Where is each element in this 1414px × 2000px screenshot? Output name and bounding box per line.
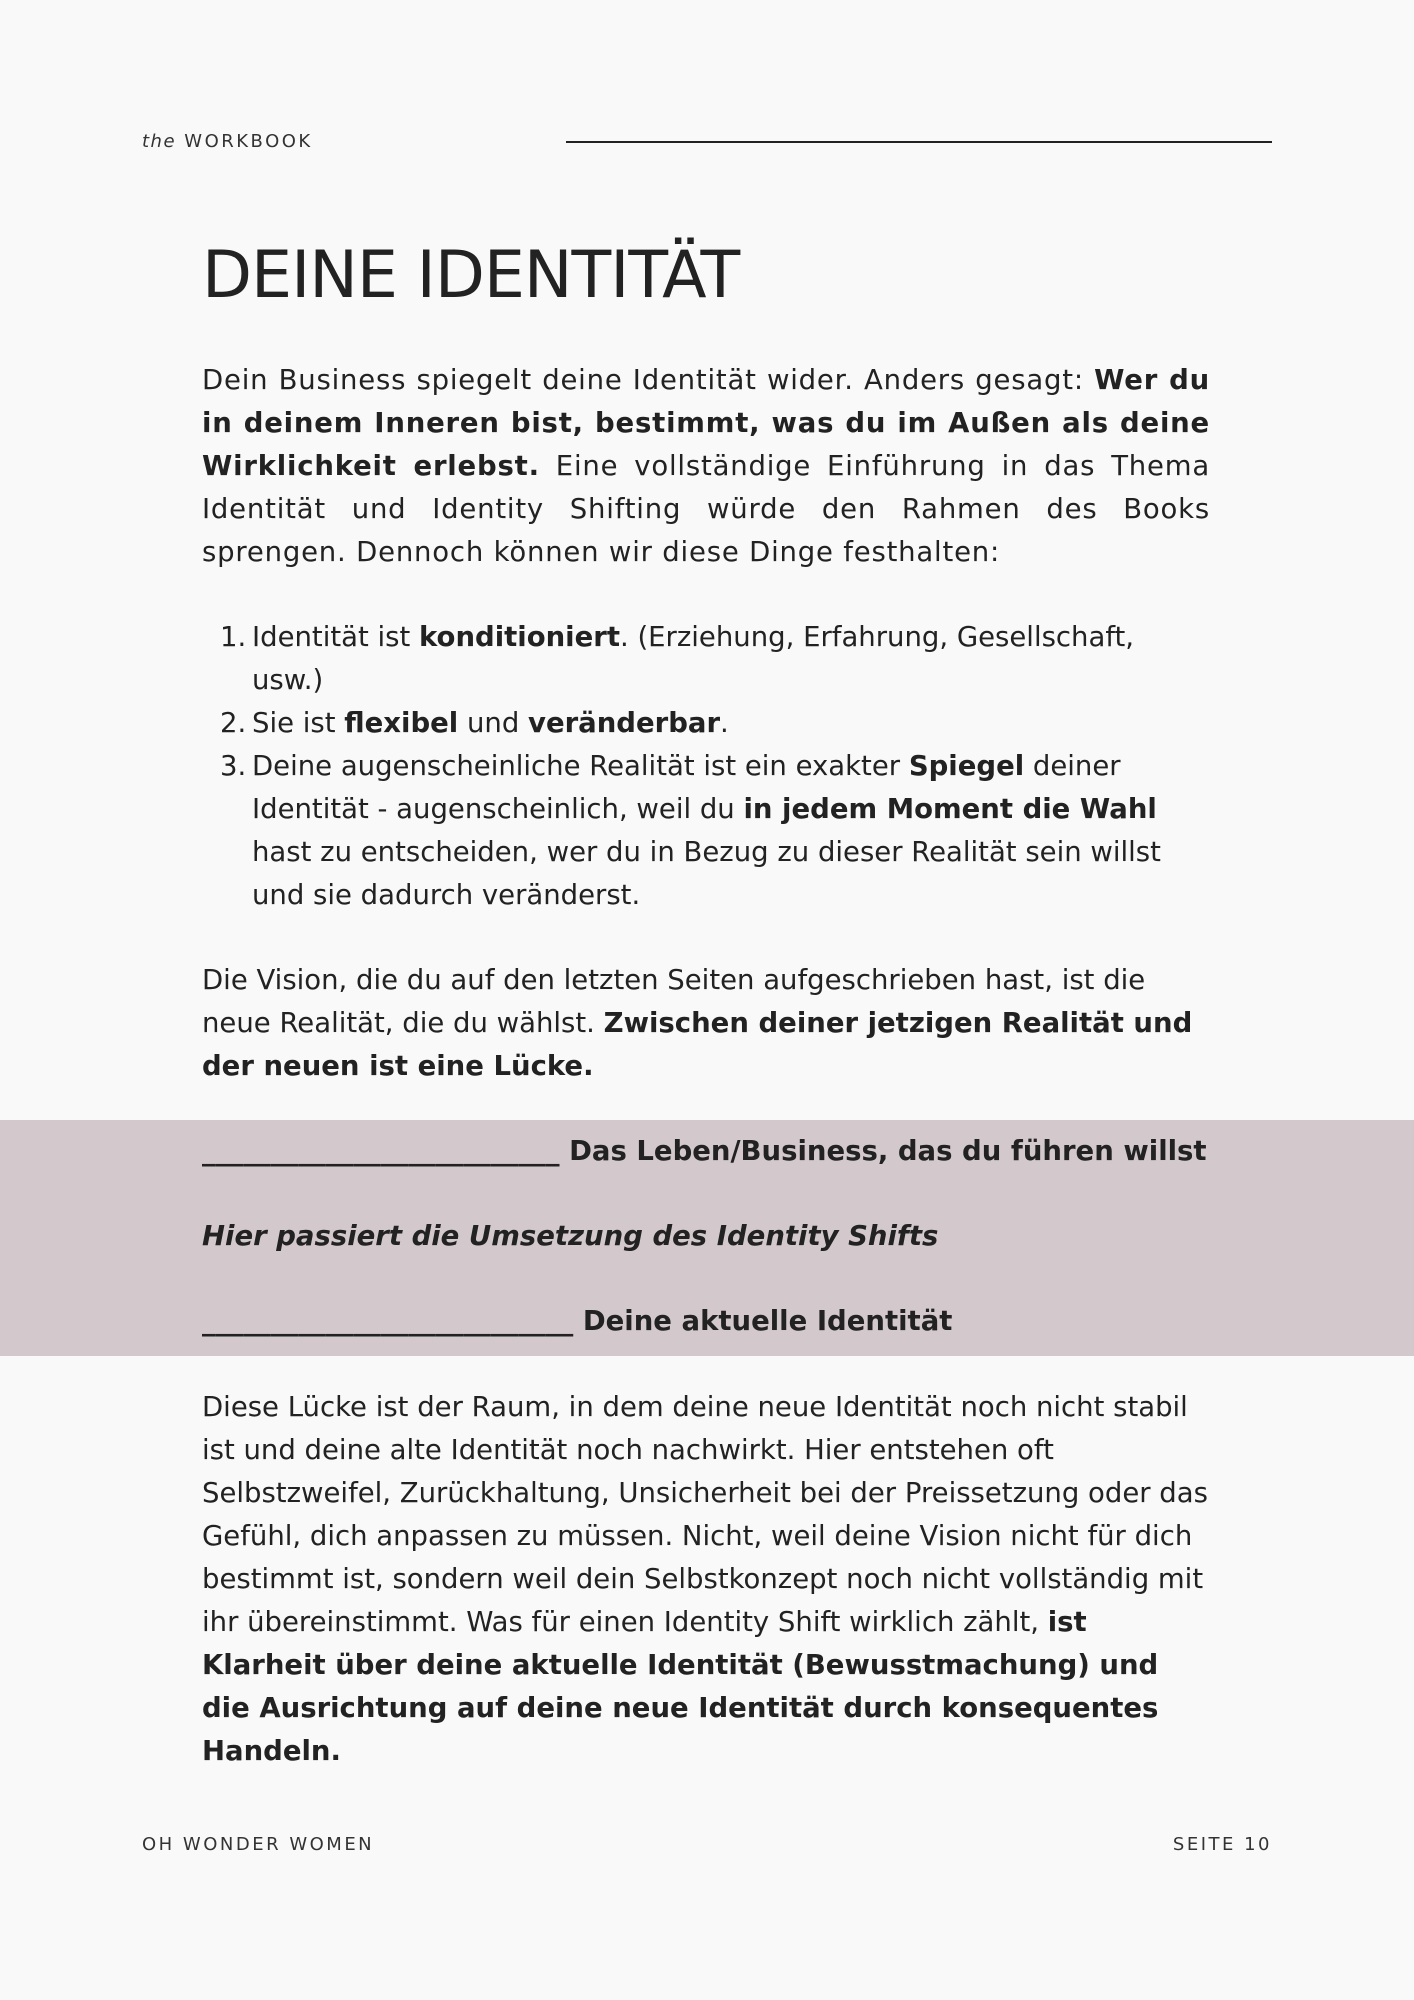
- list-text: und: [458, 707, 529, 739]
- identity-list: [202, 616, 1210, 917]
- closing-bold: ist Klarheit über deine aktuelle Identität (Bewusstmachung) und die Ausrichtung auf deine neue Identität durch konsequentes Handeln.: [202, 1606, 1159, 1767]
- list-item: [202, 702, 1210, 745]
- list-item: [202, 745, 1210, 917]
- list-text: Deine augenscheinliche Realität ist ein exakter: [252, 750, 909, 782]
- header-label: WORKBOOK: [184, 131, 313, 152]
- list-bold: flexibel: [344, 707, 459, 739]
- list-bold: Spiegel: [908, 750, 1025, 782]
- closing-paragraph: [202, 1386, 1210, 1773]
- gap-line-current-identity: ___________________________ Deine aktuelle Identität: [202, 1305, 953, 1337]
- header-prefix: the: [142, 131, 177, 152]
- header-divider: [566, 141, 1272, 143]
- page-title: DEINE IDENTITÄT: [202, 238, 740, 313]
- list-bold: in jedem Moment die Wahl: [743, 793, 1157, 825]
- list-text: . (Erziehung, Erfahrung, Gesellschaft, usw.): [252, 621, 1135, 696]
- list-number: 1.: [220, 621, 247, 653]
- list-number: 2.: [220, 707, 247, 739]
- list-text: hast zu entscheiden, wer du in Bezug zu dieser Realität sein willst und sie dadurch veränderst.: [252, 836, 1161, 911]
- intro-text-2: Eine vollständige Einführung in das Thema Identität und Identity Shifting würde den Rahmen des Books sprengen. Dennoch können wir diese Dinge festhalten:: [202, 450, 1210, 568]
- vision-text: Die Vision, die du auf den letzten Seiten aufgeschrieben hast, ist die neue Realität, die du wählst.: [202, 964, 1146, 1039]
- intro-bold-1: Wer du in deinem Inneren bist, bestimmt, was du im Außen als deine Wirklichkeit erlebst.: [202, 364, 1210, 482]
- list-item: [202, 616, 1210, 702]
- workbook-header: [142, 130, 313, 154]
- vision-paragraph: [202, 959, 1210, 1088]
- intro-text-1: Dein Business spiegelt deine Identität wider. Anders gesagt:: [202, 364, 1095, 396]
- page-number: SEITE 10: [1172, 1834, 1272, 1855]
- list-bold: veränderbar: [528, 707, 721, 739]
- list-text: .: [720, 707, 729, 739]
- list-text: Identität ist: [252, 621, 419, 653]
- list-text: Sie ist: [252, 707, 345, 739]
- gap-line-target-life: __________________________ Das Leben/Business, das du führen willst: [202, 1135, 1207, 1167]
- closing-text: Diese Lücke ist der Raum, in dem deine neue Identität noch nicht stabil ist und deine alte Identität noch nachwirkt. Hier entstehen oft Selbstzweifel, Zurückhaltung, Unsicherheit bei der Preissetzung oder das Gefühl, dich anpassen zu müssen. Nicht, weil deine Vision nicht für dich bestimmt ist, sondern weil dein Selbstkonzept noch nicht vollständig mit ihr übereinstimmt. Was für einen Identity Shift wirklich zählt,: [202, 1391, 1208, 1638]
- intro-paragraph: [202, 359, 1210, 574]
- list-number: 3.: [220, 750, 247, 782]
- list-text: deiner Identität - augenscheinlich, weil du: [252, 750, 1121, 825]
- footer-brand: OH WONDER WOMEN: [142, 1834, 375, 1855]
- gap-line-shift: Hier passiert die Umsetzung des Identity Shifts: [202, 1220, 939, 1252]
- list-bold: konditioniert: [419, 621, 620, 653]
- vision-bold: Zwischen deiner jetzigen Realität und der neuen ist eine Lücke.: [202, 1007, 1193, 1082]
